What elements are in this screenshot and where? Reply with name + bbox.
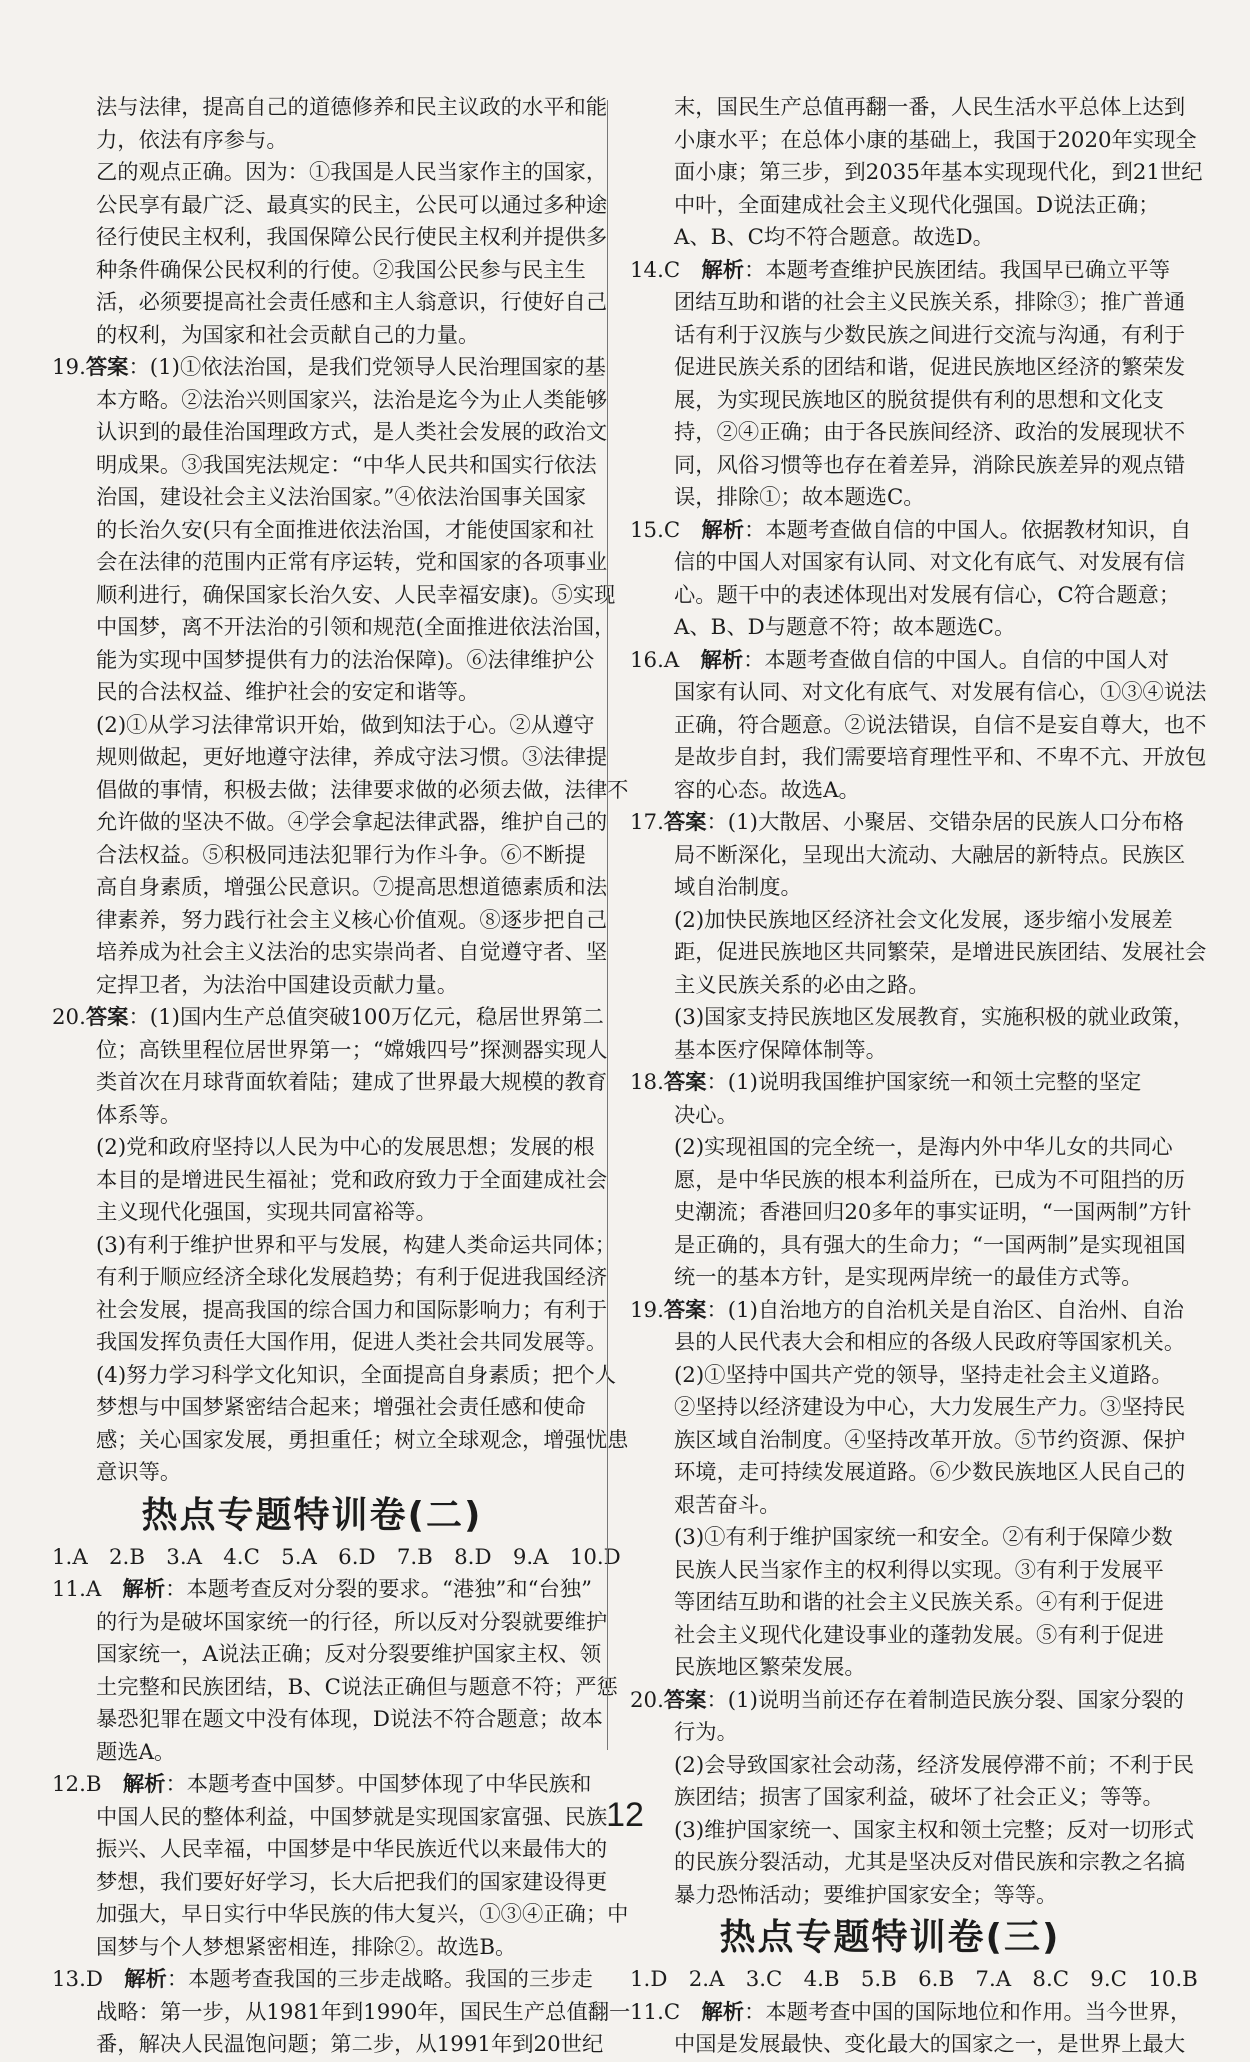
text-line	[630, 612, 1150, 645]
text-line	[52, 92, 608, 125]
line-text: (3)有利于维护世界和平与发展，构建人类命运共同体；	[96, 1232, 616, 1258]
answer-label: 答案	[663, 1297, 707, 1323]
left-column	[52, 92, 631, 2062]
answer-label: 答案	[663, 1687, 707, 1713]
text-line	[630, 1132, 1173, 1165]
text-line	[630, 1490, 1150, 1523]
line-text: 末，国民生产总值再翻一番，人民生活水平总体上达到	[674, 95, 1186, 120]
text-line	[52, 450, 597, 483]
line-text: 种条件确保公民权利的行使。②我国公民参与民主生	[96, 257, 586, 283]
text-line	[630, 255, 1171, 288]
line-text: 我国发挥负责任大国作用，促进人类社会共同发展等。	[96, 1330, 608, 1355]
text-line	[52, 1197, 572, 1230]
answer-label: 解析	[122, 1772, 166, 1797]
text-line	[630, 482, 1150, 515]
line-text: A、B、C均不符合题意。故选D。	[674, 225, 994, 250]
item-number: 14.C	[630, 257, 702, 283]
line-text: 主义民族关系的必由之路。	[674, 972, 930, 998]
line-text: 国家统一，A说法正确；反对分裂要维护国家主权、领	[96, 1642, 602, 1667]
line-text: 有利于顺应经济全球化发展趋势；有利于促进我国经济	[96, 1265, 608, 1290]
line-text: 意识等。	[96, 1460, 182, 1485]
line-text: 倡做的事情，积极去做；法律要求做的必须去做，法律不	[96, 777, 629, 803]
line-text: (3)国家支持民族地区发展教育，实施积极的就业政策，	[674, 1005, 1194, 1030]
text-line	[52, 157, 608, 190]
line-text: 国家有认同、对文化有底气、对发展有信心，①③④说法	[674, 680, 1207, 705]
text-line	[52, 1574, 593, 1607]
line-text: 暴力恐怖活动；要维护国家安全；等等。	[674, 1882, 1058, 1908]
line-text: 民的合法权益、维护社会的安定和谐等。	[96, 680, 480, 705]
text-line	[630, 1002, 1194, 1035]
text-line	[52, 190, 608, 223]
answer-label: 解析	[701, 1999, 745, 2025]
line-text: 律素养，努力践行社会主义核心价值观。⑧逐步把自己	[96, 907, 608, 933]
text-line	[630, 1997, 1192, 2030]
text-line	[630, 840, 1186, 873]
text-line	[52, 580, 616, 613]
line-text: (3)维护国家统一、国家主权和领土完整；反对一切形式	[674, 1817, 1194, 1843]
text-line	[52, 612, 616, 645]
line-text: 社会主义现代化建设事业的蓬勃发展。⑤有利于促进	[674, 1622, 1164, 1648]
text-line	[630, 872, 1150, 905]
text-line	[52, 645, 595, 678]
item-number: 11.A	[52, 1577, 123, 1602]
text-line	[630, 1587, 1164, 1620]
text-line	[52, 905, 608, 938]
line-text: 力，依法有序参与。	[96, 127, 288, 153]
text-line	[52, 1295, 608, 1328]
text-line	[52, 255, 586, 288]
text-line	[52, 1327, 608, 1360]
line-text: (2)①坚持中国共产党的领导，坚持走社会主义道路。	[674, 1362, 1173, 1388]
line-text: (2)①从学习法律常识开始，做到知法于心。②从遵守	[96, 712, 595, 738]
line-text: 的权利，为国家和社会贡献自己的力量。	[96, 322, 480, 348]
line-text: 县的人民代表大会和相应的各级人民政府等国家机关。	[674, 1330, 1186, 1355]
line-text: 心。题干中的表述体现出对发展有信心，C符合题意；	[674, 582, 1181, 608]
line-text: 民族地区繁荣发展。	[674, 1655, 866, 1680]
text-line	[52, 1457, 572, 1490]
line-text: 团结互助和谐的社会主义民族关系，排除③；推广普通	[674, 290, 1186, 315]
line-text: 感；关心国家发展，勇担重任；树立全球观念，增强忧患	[96, 1427, 629, 1453]
answer-label: 答案	[663, 1070, 707, 1095]
line-text: ：(1)国内生产总值突破100万亿元，稳居世界第二	[128, 1005, 604, 1030]
text-line	[630, 1035, 1150, 1068]
answer-label: 答案	[85, 355, 129, 380]
text-line	[630, 190, 1160, 223]
line-text: 距，促进民族地区共同繁荣，是增进民族团结、发展社会	[674, 940, 1207, 965]
column-divider	[607, 100, 608, 1750]
line-text: 正确，符合题意。②说法错误，自信不是妄自尊大，也不	[674, 712, 1207, 738]
item-number: 20.	[630, 1687, 664, 1713]
line-text: 1.A 2.B 3.A 4.C 5.A 6.D 7.B 8.D 9.A 10.D	[52, 1544, 621, 1570]
text-line	[52, 1704, 603, 1737]
line-text: 的民族分裂活动，尤其是坚决反对借民族和宗教之名搞	[674, 1850, 1186, 1875]
text-line	[630, 1717, 1150, 1750]
text-line	[52, 872, 608, 905]
line-text: 行为。	[674, 1720, 738, 1745]
text-line	[52, 1100, 572, 1133]
line-text: 是正确的，具有强大的生命力；“一国两制”是实现祖国	[674, 1232, 1186, 1258]
item-number: 13.D	[52, 1967, 125, 1992]
line-text: (2)会导致国家社会动荡，经济发展停滞不前；不利于民	[674, 1752, 1194, 1778]
text-line	[630, 710, 1207, 743]
line-text: 族区域自治制度。④坚持改革开放。⑤节约资源、保护	[674, 1427, 1186, 1453]
text-line	[630, 1165, 1186, 1198]
item-number: 19.	[630, 1297, 664, 1323]
text-line	[630, 2029, 1186, 2062]
text-line	[630, 1685, 1184, 1718]
text-line	[630, 1327, 1186, 1360]
section-heading: 热点专题特训卷(三)	[719, 1917, 1061, 1958]
item-number: 11.C	[630, 1999, 702, 2025]
line-text: 中国人民的整体利益，中国梦就是实现国家富强、民族	[96, 1804, 608, 1830]
text-line	[52, 1639, 602, 1672]
answer-label: 答案	[663, 810, 707, 835]
line-text: 误，排除①；故本题选C。	[674, 485, 925, 510]
text-line	[52, 2029, 604, 2062]
answer-label: 答案	[85, 1005, 129, 1030]
text-line	[52, 1425, 629, 1458]
text-line	[630, 905, 1173, 938]
text-line	[52, 937, 608, 970]
line-text: 1.D 2.A 3.C 4.B 5.B 6.B 7.A 8.C 9.C 10.B	[630, 1967, 1198, 1992]
line-text: 族团结；损害了国家利益，破坏了社会正义；等等。	[674, 1785, 1164, 1810]
line-text: 暴恐犯罪在题文中没有体现，D说法不符合题意；故本	[96, 1707, 603, 1732]
line-text: 等团结互助和谐的社会主义民族关系。④有利于促进	[674, 1590, 1164, 1615]
text-line	[630, 1880, 1150, 1913]
text-line	[52, 547, 608, 580]
line-text: 信的中国人对国家有认同、对文化有底气、对发展有信	[674, 550, 1186, 575]
text-line	[52, 677, 572, 710]
text-line	[630, 1392, 1186, 1425]
text-line	[52, 287, 608, 320]
line-text: 合法权益。⑤积极同违法犯罪行为作斗争。⑥不断提	[96, 842, 586, 868]
text-line	[52, 1737, 572, 1770]
line-text: ：本题考查我国的三步走战略。我国的三步走	[166, 1967, 593, 1992]
line-text: 能为实现中国梦提供有力的法治保障)。⑥法律维护公	[96, 647, 595, 673]
line-text: ：本题考查中国梦。中国梦体现了中华民族和	[165, 1772, 592, 1797]
line-text: 中叶，全面建成社会主义现代化强国。D说法正确；	[674, 192, 1160, 218]
line-text: 的长治久安(只有全面推进依法治国，才能使国家和社	[96, 517, 595, 543]
text-line	[52, 1672, 618, 1705]
text-line	[630, 1067, 1150, 1100]
line-text: 培养成为社会主义法治的忠实崇尚者、自觉遵守者、坚	[96, 940, 608, 965]
line-text: 体系等。	[96, 1102, 182, 1128]
line-text: 治国，建设社会主义法治国家。”④依法治国事关国家	[96, 485, 587, 510]
text-line	[630, 970, 1150, 1003]
text-line	[52, 125, 572, 158]
line-text: 径行使民主权利，我国保障公民行使民主权利并提供多	[96, 225, 608, 250]
line-text: 的行为是破坏国家统一的行径，所以反对分裂就要维护	[96, 1609, 608, 1635]
line-text: ：本题考查反对分裂的要求。“港独”和“台独”	[165, 1577, 593, 1602]
line-text: 梦想与中国梦紧密结合起来；增强社会责任感和使命	[96, 1395, 586, 1420]
text-line	[52, 1997, 631, 2030]
line-text: 持，②④正确；由于各民族间经济、政治的发展现状不	[674, 420, 1186, 445]
item-number: 16.A	[630, 647, 701, 673]
line-text: 法与法律，提高自己的道德修养和民主议政的水平和能	[96, 95, 608, 120]
line-text: 梦想，我们要好好学习，长大后把我们的国家建设得更	[96, 1869, 608, 1895]
text-line	[52, 1932, 572, 1965]
text-line	[52, 1867, 608, 1900]
text-line	[630, 385, 1164, 418]
line-text: 题选A。	[96, 1739, 176, 1765]
line-text: ：本题考查做自信的中国人。自信的中国人对	[743, 647, 1170, 673]
line-text: (4)努力学习科学文化知识，全面提高自身素质；把个人	[96, 1362, 616, 1388]
text-line	[630, 157, 1203, 190]
answer-label: 解析	[700, 647, 744, 673]
text-line	[52, 1132, 595, 1165]
answer-label: 解析	[701, 257, 745, 283]
line-text: 本目的是增进民生福祉；党和政府致力于全面建成社会	[96, 1167, 608, 1193]
text-line	[630, 320, 1186, 353]
text-line	[52, 710, 595, 743]
line-text: 高自身素质，增强公民意识。⑦提高思想道德素质和法	[96, 875, 608, 900]
text-line	[52, 970, 572, 1003]
text-line	[630, 1555, 1164, 1588]
text-line	[52, 1834, 608, 1867]
text-line	[52, 1964, 593, 1997]
text-line	[630, 547, 1186, 580]
line-text: 基本医疗保障体制等。	[674, 1037, 887, 1063]
text-line	[630, 1262, 1150, 1295]
text-line	[630, 1360, 1173, 1393]
line-text: 社会发展，提高我国的综合国力和国际影响力；有利于	[96, 1297, 608, 1323]
text-line	[52, 1035, 608, 1068]
text-line	[630, 222, 1150, 255]
line-text: ：本题考查中国的国际地位和作用。当今世界，	[744, 1999, 1192, 2025]
text-line	[52, 1230, 616, 1263]
line-text: 振兴、人民幸福，中国梦是中华民族近代以来最伟大的	[96, 1837, 608, 1862]
item-number: 15.C	[630, 517, 702, 543]
answer-label: 解析	[701, 517, 745, 543]
text-line	[630, 450, 1186, 483]
line-text: 定捍卫者，为法治中国建设贡献力量。	[96, 972, 459, 998]
item-number: 20.	[52, 1005, 86, 1030]
text-line	[630, 1295, 1184, 1328]
text-line	[630, 515, 1192, 548]
item-number: 17.	[630, 810, 664, 835]
line-text: 域自治制度。	[674, 875, 802, 900]
text-line	[630, 1230, 1186, 1263]
line-text: 明成果。③我国宪法规定：“中华人民共和国实行依法	[96, 452, 597, 478]
line-text: 局不断深化，呈现出大流动、大融居的新特点。民族区	[674, 842, 1186, 868]
answer-label: 解析	[122, 1577, 166, 1602]
line-text: 国梦与个人梦想紧密相连，排除②。故选B。	[96, 1934, 517, 1960]
text-line	[52, 1899, 629, 1932]
text-line	[52, 775, 629, 808]
text-line	[52, 1360, 616, 1393]
line-text: (2)党和政府坚持以人民为中心的发展思想；发展的根	[96, 1135, 595, 1160]
text-line	[630, 645, 1170, 678]
text-line	[52, 1392, 586, 1425]
text-line	[52, 320, 572, 353]
line-text: 同，风俗习惯等也存在着差异，消除民族差异的观点错	[674, 452, 1186, 478]
text-line	[52, 417, 608, 450]
text-line	[630, 1620, 1164, 1653]
text-line	[52, 807, 608, 840]
text-line	[52, 1542, 621, 1575]
item-number: 18.	[630, 1070, 664, 1095]
line-text: 话有利于汉族与少数民族之间进行交流与沟通，有利于	[674, 322, 1186, 348]
page-number: 12	[606, 1796, 644, 1834]
line-text: ：本题考查做自信的中国人。依据教材知识，自	[744, 517, 1192, 543]
text-line	[630, 1100, 1150, 1133]
line-text: A、B、D与题意不符；故本题选C。	[674, 615, 1016, 640]
text-line	[630, 580, 1181, 613]
line-text: 决心。	[674, 1102, 738, 1128]
text-line	[52, 515, 595, 548]
line-text: ：(1)说明当前还存在着制造民族分裂、国家分裂的	[706, 1687, 1184, 1713]
text-line	[52, 385, 608, 418]
line-text: 统一的基本方针，是实现两岸统一的最佳方式等。	[674, 1265, 1143, 1290]
line-text: 认识到的最佳治国理政方式，是人类社会发展的政治文	[96, 420, 608, 445]
answer-label: 解析	[124, 1967, 167, 1992]
item-number: 12.B	[52, 1772, 123, 1797]
line-text: 中国是发展最快、变化最大的国家之一，是世界上最大	[674, 2032, 1186, 2057]
line-text: ②坚持以经济建设为中心，大力发展生产力。③坚持民	[674, 1395, 1186, 1420]
text-line	[630, 937, 1207, 970]
line-text: ：本题考查维护民族团结。我国早已确立平等	[744, 257, 1171, 283]
text-line	[52, 1165, 608, 1198]
line-text: 本方略。②法治兴则国家兴，法治是迄今为止人类能够	[96, 387, 608, 413]
text-line	[630, 775, 1150, 808]
line-text: 中国梦，离不开法治的引领和规范(全面推进依法治国，	[96, 615, 616, 640]
line-text: 位；高铁里程位居世界第一；“嫦娥四号”探测器实现人	[96, 1037, 608, 1063]
line-text: 容的心态。故选A。	[674, 777, 860, 803]
line-text: 史潮流；香港回归20多年的事实证明，“一国两制”方针	[674, 1200, 1192, 1225]
line-text: 主义现代化强国，实现共同富裕等。	[96, 1200, 437, 1225]
line-text: 规则做起，更好地遵守法律，养成守法习惯。③法律提	[96, 745, 608, 770]
text-line	[52, 352, 606, 385]
text-line	[630, 807, 1184, 840]
line-text: 促进民族关系的团结和谐，促进民族地区经济的繁荣发	[674, 355, 1186, 380]
text-line	[630, 677, 1207, 710]
text-line	[52, 1607, 608, 1640]
line-text: 民族人民当家作主的权利得以实现。③有利于发展平	[674, 1557, 1164, 1583]
line-text: 愿，是中华民族的根本利益所在，已成为不可阻挡的历	[674, 1167, 1186, 1193]
text-line	[630, 1964, 1198, 1997]
line-text: 加强大，早日实行中华民族的伟大复兴，①③④正确；中	[96, 1902, 629, 1927]
line-text: 艰苦奋斗。	[674, 1492, 781, 1518]
text-line	[52, 1002, 604, 1035]
text-line	[630, 1197, 1192, 1230]
line-text: 类首次在月球背面软着陆；建成了世界最大规模的教育	[96, 1070, 608, 1095]
line-text: ：(1)自治地方的自治机关是自治区、自治州、自治	[706, 1297, 1184, 1323]
line-text: 战略：第一步，从1981年到1990年，国民生产总值翻一	[96, 1999, 631, 2025]
text-line	[630, 417, 1186, 450]
text-line	[630, 352, 1186, 385]
line-text: 顺利进行，确保国家长治久安、人民幸福安康)。⑤实现	[96, 582, 616, 608]
right-column	[630, 92, 1207, 2062]
text-line	[630, 1522, 1173, 1555]
text-line	[52, 1067, 608, 1100]
item-number: 19.	[52, 355, 86, 380]
text-line	[630, 92, 1186, 125]
line-text: 小康水平；在总体小康的基础上，我国于2020年实现全	[674, 127, 1197, 153]
text-line	[630, 1847, 1186, 1880]
text-line	[630, 1425, 1186, 1458]
line-text: 允许做的坚决不做。④学会拿起法律武器，维护自己的	[96, 810, 608, 835]
text-line	[630, 287, 1186, 320]
line-text: ：(1)大散居、小聚居、交错杂居的民族人口分布格	[706, 810, 1184, 835]
line-text: 是故步自封，我们需要培育理性平和、不卑不亢、开放包	[674, 745, 1207, 770]
line-text: 土完整和民族团结，B、C说法正确但与题意不符；严惩	[96, 1674, 618, 1700]
line-text: (3)①有利于维护国家统一和安全。②有利于保障少数	[674, 1525, 1173, 1550]
line-text: 公民享有最广泛、最真实的民主，公民可以通过多种途	[96, 192, 608, 218]
text-line	[630, 125, 1197, 158]
text-line	[52, 840, 586, 873]
text-line	[52, 1262, 608, 1295]
line-text: 展，为实现民族地区的脱贫提供有利的思想和文化支	[674, 387, 1164, 413]
line-text: (2)实现祖国的完全统一，是海内外中华儿女的共同心	[674, 1135, 1173, 1160]
line-text: (2)加快民族地区经济社会文化发展，逐步缩小发展差	[674, 907, 1173, 933]
line-text: 会在法律的范围内正常有序运转，党和国家的各项事业	[96, 550, 608, 575]
line-text: ：(1)说明我国维护国家统一和领土完整的坚定	[706, 1070, 1142, 1095]
line-text: 面小康；第三步，到2035年基本实现现代化，到21世纪	[674, 160, 1203, 185]
text-line	[630, 1750, 1194, 1783]
line-text: ：(1)①依法治国，是我们党领导人民治理国家的基	[128, 355, 606, 380]
text-line	[52, 222, 608, 255]
line-text: 乙的观点正确。因为：①我国是人民当家作主的国家，	[96, 160, 608, 185]
text-line	[630, 742, 1207, 775]
section-heading: 热点专题特训卷(二)	[141, 1494, 483, 1536]
line-text: 环境，走可持续发展道路。⑥少数民族地区人民自己的	[674, 1460, 1186, 1485]
text-line	[52, 742, 608, 775]
text-line	[52, 482, 587, 515]
text-line	[630, 1652, 1150, 1685]
line-text: 番，解决人民温饱问题；第二步，从1991年到20世纪	[96, 2032, 604, 2057]
text-line	[630, 1457, 1186, 1490]
line-text: 活，必须要提高社会责任感和主人翁意识，行使好自己	[96, 290, 608, 315]
